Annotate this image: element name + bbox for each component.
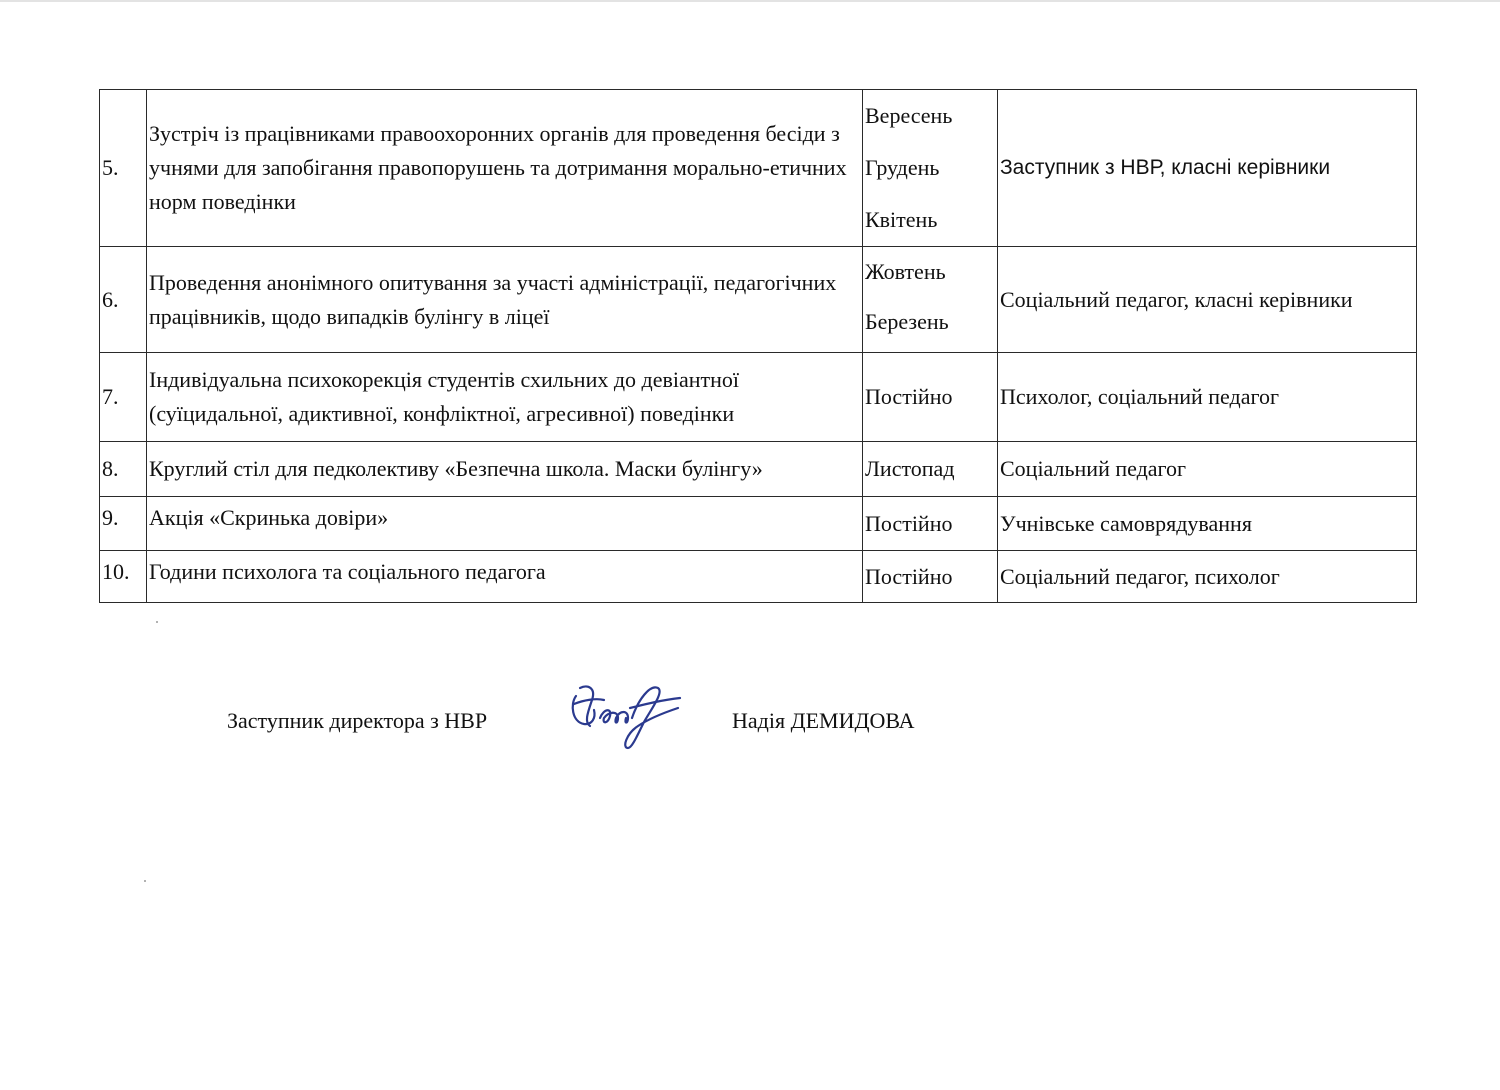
signatory-role: Заступник директора з НВР [227, 708, 488, 733]
event-cell [147, 90, 863, 247]
term-cell: Постійно [863, 353, 998, 442]
table-row [100, 551, 1417, 603]
measures-table [99, 89, 1417, 603]
event-text: Проведення анонімного опитування за участі адміністрації, педагогічних працівників, щодо випадків булінгу в ліцеї [149, 269, 837, 329]
row-number: 7. [100, 353, 147, 442]
term-item: Грудень [865, 155, 940, 180]
row-number: 5. [100, 90, 147, 247]
responsible-cell: Заступник з НВР, класні керівники [998, 90, 1417, 247]
event-cell [147, 353, 863, 442]
event-cell: Круглий стіл для педколективу «Безпечна школа. Маски булінгу» [147, 442, 863, 497]
row-number: 6. [100, 247, 147, 353]
signatory-name: Надія ДЕМИДОВА [732, 708, 915, 733]
row-number: 9. [100, 497, 147, 551]
event-text: Індивідуальна психокорекція студентів схильних до девіантної (суїцидальної, адиктивної, конфліктної, агресивної) поведінки [149, 367, 740, 426]
term-item: Вересень [865, 103, 953, 128]
scan-speck [156, 621, 158, 623]
table-row [100, 247, 1417, 353]
table-row [100, 90, 1417, 247]
row-number: 8. [100, 442, 147, 497]
table-row [100, 353, 1417, 442]
term-cell [863, 247, 998, 353]
responsible-cell: Психолог, соціальний педагог [998, 353, 1417, 442]
row-number: 10. [100, 551, 147, 603]
responsible-cell: Соціальний педагог [998, 442, 1417, 497]
responsible-cell: Учнівське самоврядування [998, 497, 1417, 551]
scan-edge [0, 0, 1500, 2]
responsible-cell: Соціальний педагог, психолог [998, 551, 1417, 603]
term-item: Жовтень [865, 259, 946, 284]
term-cell [863, 90, 998, 247]
term-item: Березень [865, 309, 949, 334]
handwritten-signature-icon [566, 678, 686, 752]
scan-speck [144, 880, 146, 882]
signature-block [0, 700, 1500, 760]
table-row [100, 497, 1417, 551]
event-cell [147, 247, 863, 353]
event-cell: Акція «Скринька довіри» [147, 497, 863, 551]
term-cell: Постійно [863, 497, 998, 551]
responsible-cell: Соціальний педагог, класні керівники [998, 247, 1417, 353]
term-cell: Листопад [863, 442, 998, 497]
term-cell: Постійно [863, 551, 998, 603]
term-item: Квітень [865, 207, 938, 232]
event-cell: Години психолога та соціального педагога [147, 551, 863, 603]
event-text: Зустріч із працівниками правоохоронних органів для проведення бесіди з учнями для запобігання правопорушень та дотримання морально-етичних норм поведінки [149, 121, 847, 214]
table-row [100, 442, 1417, 497]
